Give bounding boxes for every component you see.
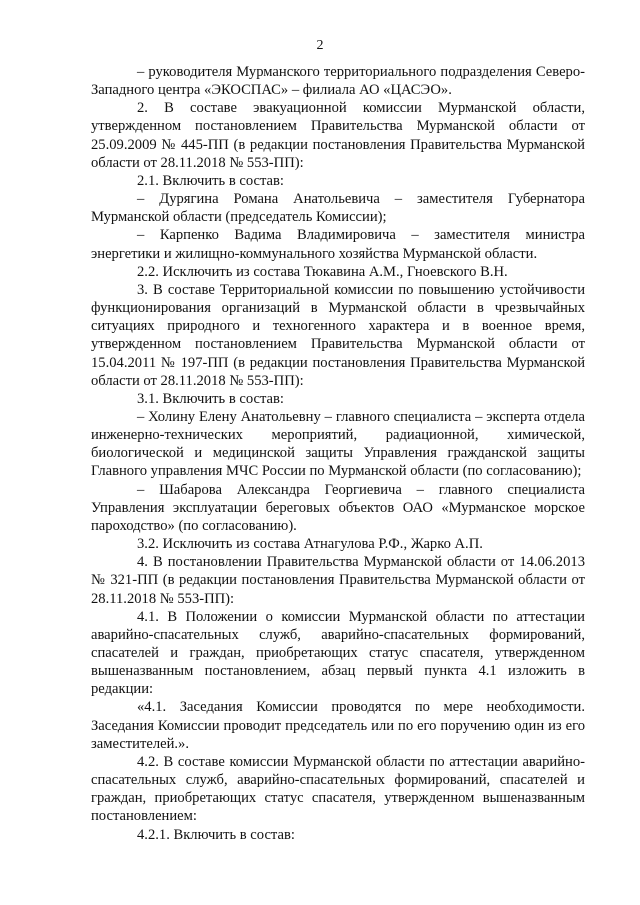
paragraph: – Дурягина Романа Анатольевича – заместителя Губернатора Мурманской области (председатель Комиссии); bbox=[91, 191, 585, 226]
document-body bbox=[91, 63, 585, 844]
paragraph: – Карпенко Вадима Владимировича – заместителя министра энергетики и жилищно-коммунального хозяйства Мурманской области. bbox=[91, 227, 585, 262]
paragraph: 4.2. В составе комиссии Мурманской области по аттестации аварийно-спасательных служб, аварийно-спасательных формирований, спасателей и граждан, приобретающих статус спасателя, утвержденном вышеназванным постановлением: bbox=[91, 753, 585, 825]
paragraph: 4.2.1. Включить в состав: bbox=[137, 826, 295, 843]
paragraph: – Холину Елену Анатольевну – главного специалиста – эксперта отдела инженерно-технических мероприятий, радиационной, химической, биологической и медицинской защиты Управления гражданской защиты Главного управления МЧС России по Мурманской области (по согласованию); bbox=[91, 408, 585, 480]
paragraph: 2.1. Включить в состав: bbox=[137, 172, 284, 189]
paragraph: 2.2. Исключить из состава Тюкавина А.М., Гноевского В.Н. bbox=[137, 263, 508, 280]
paragraph: 2. В составе эвакуационной комиссии Мурманской области, утвержденном постановлением Правительства Мурманской области от 25.09.2009 № 445-ПП (в редакции постановления Правительства Мурманской области от 28.11.2018 № 553-ПП): bbox=[91, 100, 585, 171]
paragraph: 3.2. Исключить из состава Атнагулова Р.Ф., Жарко А.П. bbox=[137, 536, 483, 553]
paragraph: «4.1. Заседания Комиссии проводятся по мере необходимости. Заседания Комиссии проводит председатель или по его поручению один из его заместителей.». bbox=[91, 699, 585, 752]
page-number: 2 bbox=[316, 38, 324, 53]
paragraph: 3. В составе Территориальной комиссии по повышению устойчивости функционирования организаций в Мурманской области в чрезвычайных ситуациях природного и техногенного характера и в военное время, утвержденном постановлением Правительства Мурманской области от 15.04.2011 № 197-ПП (в редакции постановления Правительства Мурманской области от 28.11.2018 № 553-ПП): bbox=[91, 281, 585, 389]
paragraph: 4.1. В Положении о комиссии Мурманской области по аттестации аварийно-спасательных служб, аварийно-спасательных формирований, спасателей и граждан, приобретающих статус спасателя, утвержденном вышеназванным постановлением, абзац первый пункта 4.1 изложить в редакции: bbox=[91, 608, 585, 698]
paragraph: 4. В постановлении Правительства Мурманской области от 14.06.2013 № 321-ПП (в редакции постановления Правительства Мурманской области от 28.11.2018 № 553-ПП): bbox=[91, 554, 585, 607]
paragraph: – Шабарова Александра Георгиевича – главного специалиста Управления эксплуатации береговых объектов ОАО «Мурманское морское пароходство» (по согласованию). bbox=[91, 481, 585, 534]
paragraph: 3.1. Включить в состав: bbox=[137, 390, 284, 407]
paragraph: – руководителя Мурманского территориального подразделения Северо-Западного центра «ЭКОСПАС» – филиала АО «ЦАСЭО». bbox=[91, 64, 585, 99]
